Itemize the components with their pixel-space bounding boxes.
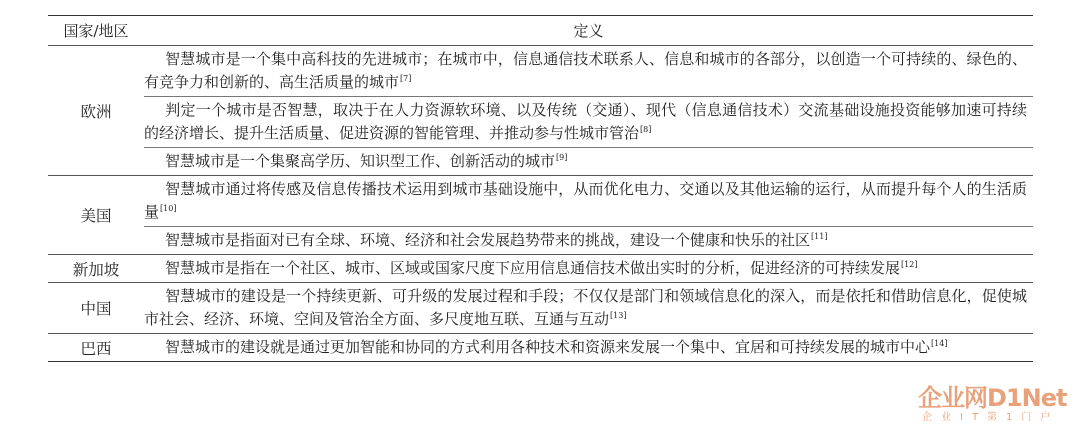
reference-mark: [13] [610, 311, 627, 320]
definition-text: 智慧城市是指面对已有全球、环境、经济和社会发展趋势带来的挑战，建设一个健康和快乐的社区 [165, 231, 811, 249]
reference-mark: [11] [811, 232, 828, 241]
definition-text: 智慧城市是指在一个社区、城市、区域或国家尺度下应用信息通信技术做出实时的分析，促进经济的可持续发展 [165, 259, 901, 277]
definition-cell [144, 46, 1033, 97]
definition-cell [144, 334, 1033, 362]
header-definition: 定义 [573, 22, 604, 40]
table-row [48, 176, 1033, 227]
reference-mark: [14] [931, 339, 948, 348]
definition-cell [144, 283, 1033, 334]
watermark-logo [918, 378, 1078, 424]
table-row [48, 334, 1033, 362]
region-cell-europe: 欧洲 [80, 102, 112, 121]
table-row [48, 255, 1033, 283]
definition-text: 智慧城市的建设就是通过更加智能和协同的方式利用各种技术和资源来发展一个集中、宜居和可持续发展的城市中心 [165, 338, 931, 356]
watermark-main-text: 企业网D1Net [918, 384, 1067, 412]
definition-cell [144, 97, 1033, 148]
table-row [48, 97, 1033, 148]
reference-mark: [8] [640, 125, 652, 134]
table-row [48, 227, 1033, 255]
region-cell-usa: 美国 [80, 207, 112, 225]
reference-mark: [12] [901, 260, 918, 269]
definition-text: 智慧城市通过将传感及信息传播技术运用到城市基础设施中，从而优化电力、交通以及其他运输的运行，从而提升每个人的生活质量 [144, 180, 1027, 221]
reference-mark: [10] [160, 204, 177, 213]
reference-mark: [9] [556, 153, 568, 162]
watermark-sub-text: 企业IT第1门户 [922, 412, 1060, 423]
definition-text: 智慧城市是一个集聚高学历、知识型工作、创新活动的城市 [165, 152, 556, 170]
table-row [48, 46, 1033, 97]
definition-cell [144, 255, 1033, 283]
definition-cell [144, 148, 1033, 176]
region-cell-singapore: 新加坡 [72, 260, 120, 279]
definition-cell [144, 176, 1033, 227]
definition-cell [144, 227, 1033, 255]
table-row [48, 148, 1033, 176]
definition-text: 智慧城市的建设是一个持续更新、可升级的发展过程和手段；不仅仅是部门和领域信息化的深入，而是依托和借助信息化，促使城市社会、经济、环境、空间及管治全方面、多尺度地互联、互通与互动 [144, 287, 1027, 328]
table-row [48, 283, 1033, 334]
region-cell-china: 中国 [80, 300, 112, 318]
region-cell-brazil: 巴西 [80, 339, 112, 358]
header-row [48, 16, 1033, 46]
header-region: 国家/地区 [63, 22, 129, 40]
definition-text: 智慧城市是一个集中高科技的先进城市；在城市中，信息通信技术联系人、信息和城市的各部分，以创造一个可持续的、绿色的、有竞争力和创新的、高生活质量的城市 [144, 50, 1027, 91]
definitions-table [48, 15, 1033, 362]
definition-text: 判定一个城市是否智慧，取决于在人力资源软环境、以及传统（交通）、现代（信息通信技术）交流基础设施投资能够加速可持续的经济增长、提升生活质量、促进资源的智能管理、并推动参与性城市管治 [144, 101, 1027, 142]
reference-mark: [7] [400, 74, 412, 83]
